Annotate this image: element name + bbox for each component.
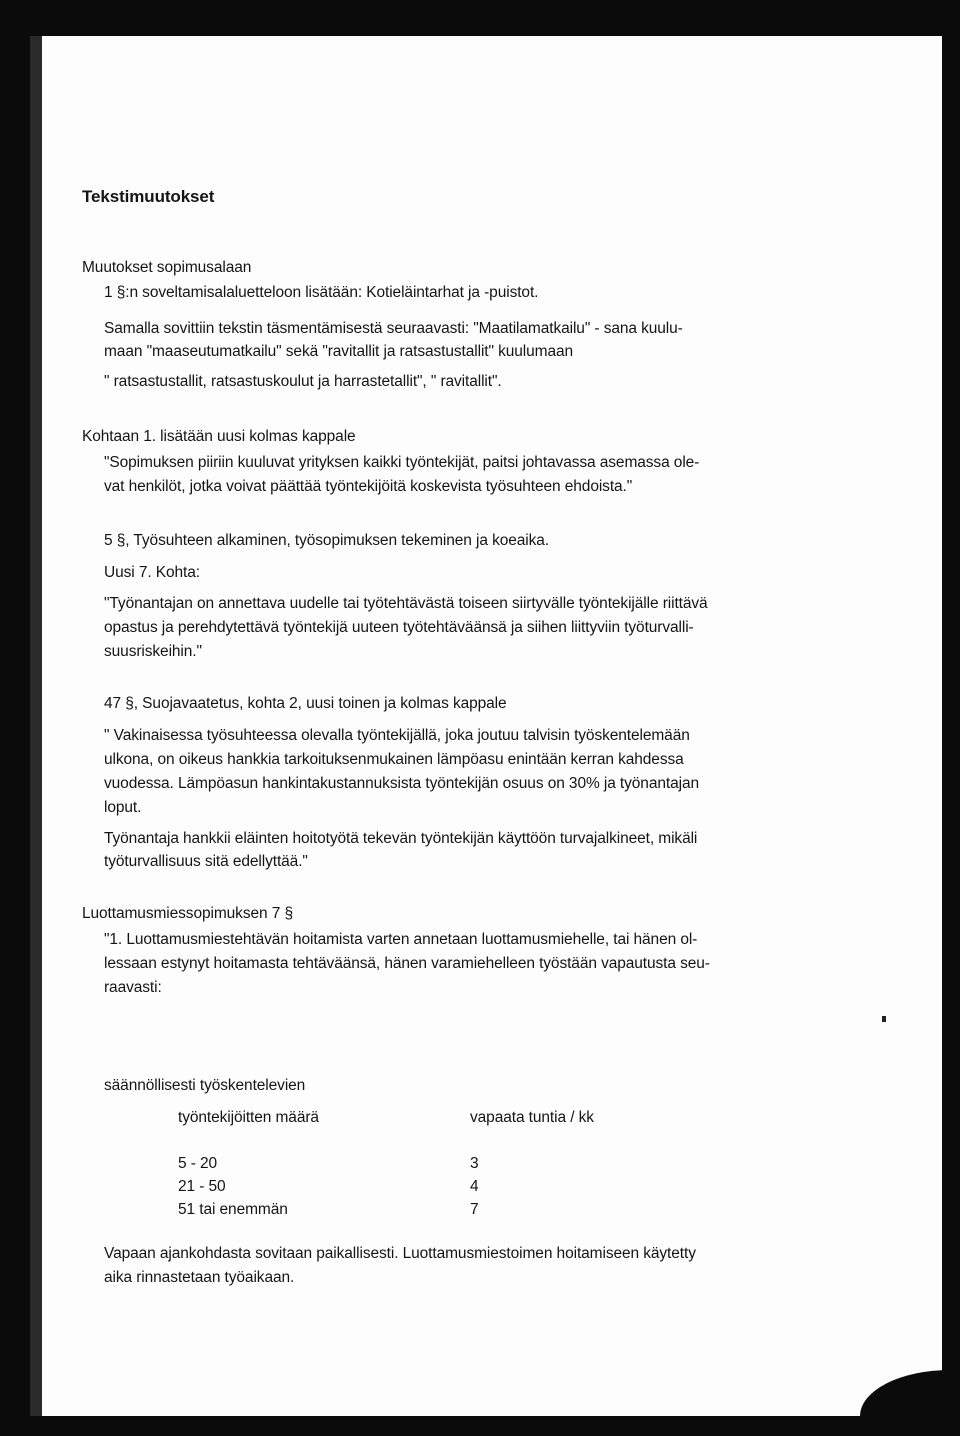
text-line: " ratsastustallit, ratsastuskoulut ja harrastetallit", " ravitallit". <box>104 373 502 390</box>
table-cell-range: 5 - 20 <box>178 1155 218 1172</box>
scan-speck <box>882 1016 886 1022</box>
text-line: Työnantaja hankkii eläinten hoitotyötä tekevän työntekijän käyttöön turvajalkineet, mikäli <box>104 830 698 847</box>
text-line: suusriskeihin." <box>104 643 202 660</box>
scan-border-right <box>942 0 960 1436</box>
table-header-employees: työntekijöitten määrä <box>178 1109 319 1126</box>
table-cell-hours: 4 <box>470 1178 479 1195</box>
text-line: 47 §, Suojavaatetus, kohta 2, uusi toinen ja kolmas kappale <box>104 695 507 712</box>
text-line: Samalla sovittiin tekstin täsmentämisestä seuraavasti: "Maatilamatkailu" - sana kuulu- <box>104 320 683 337</box>
text-line: "1. Luottamusmiestehtävän hoitamista varten annetaan luottamusmiehelle, tai hänen ol- <box>104 931 698 948</box>
text-line: Uusi 7. Kohta: <box>104 564 200 581</box>
text-line: raavasti: <box>104 979 162 996</box>
text-line: vuodessa. Lämpöasun hankintakustannuksista työntekijän osuus on 30% ja työnantajan <box>104 775 699 792</box>
page-left-edge-shadow <box>30 36 42 1416</box>
text-line: 1 §:n soveltamisalaluetteloon lisätään: Kotieläintarhat ja -puistot. <box>104 284 539 301</box>
text-line: ulkona, on oikeus hankkia tarkoituksenmukainen lämpöasu enintään kerran kahdessa <box>104 751 684 768</box>
text-line: opastus ja perehdytettävä työntekijä uuteen työtehtäväänsä ja siihen liittyviin työturvalli- <box>104 619 694 636</box>
text-line: työturvallisuus sitä edellyttää." <box>104 853 308 870</box>
text-line: "Työnantajan on annettava uudelle tai työtehtävästä toiseen siirtyvälle työntekijälle riittävä <box>104 595 708 612</box>
text-line: Muutokset sopimusalaan <box>82 259 252 276</box>
table-cell-hours: 7 <box>470 1201 479 1218</box>
text-line: Vapaan ajankohdasta sovitaan paikallisesti. Luottamusmiestoimen hoitamiseen käytetty <box>104 1245 696 1262</box>
table-header-hours: vapaata tuntia / kk <box>470 1109 594 1126</box>
table-cell-range: 21 - 50 <box>178 1178 226 1195</box>
page-title: Tekstimuutokset <box>82 187 215 206</box>
text-line: loput. <box>104 799 142 816</box>
scan-border-bottom <box>0 1416 960 1436</box>
text-line: 5 §, Työsuhteen alkaminen, työsopimuksen tekeminen ja koeaika. <box>104 532 550 549</box>
text-line: lessaan estynyt hoitamasta tehtäväänsä, hänen varamiehelleen työstään vapautusta seu- <box>104 955 710 972</box>
text-line: Luottamusmiessopimuksen 7 § <box>82 905 293 922</box>
text-line: maan "maaseutumatkailu" sekä "ravitallit ja ratsastustallit" kuulumaan <box>104 343 574 360</box>
text-line: " Vakinaisessa työsuhteessa olevalla työntekijällä, joka joutuu talvisin työskentelemään <box>104 727 690 744</box>
text-line: "Sopimuksen piiriin kuuluvat yrityksen kaikki työntekijät, paitsi johtavassa asemassa ole- <box>104 454 700 471</box>
scan-border-top <box>0 0 960 36</box>
text-line: aika rinnastetaan työaikaan. <box>104 1269 295 1286</box>
text-line: Kohtaan 1. lisätään uusi kolmas kappale <box>82 428 356 445</box>
text-line: vat henkilöt, jotka voivat päättää työntekijöitä koskevista työsuhteen ehdoista." <box>104 478 633 495</box>
table-caption: säännöllisesti työskentelevien <box>104 1077 306 1094</box>
table-cell-range: 51 tai enemmän <box>178 1201 288 1218</box>
table-cell-hours: 3 <box>470 1155 479 1172</box>
